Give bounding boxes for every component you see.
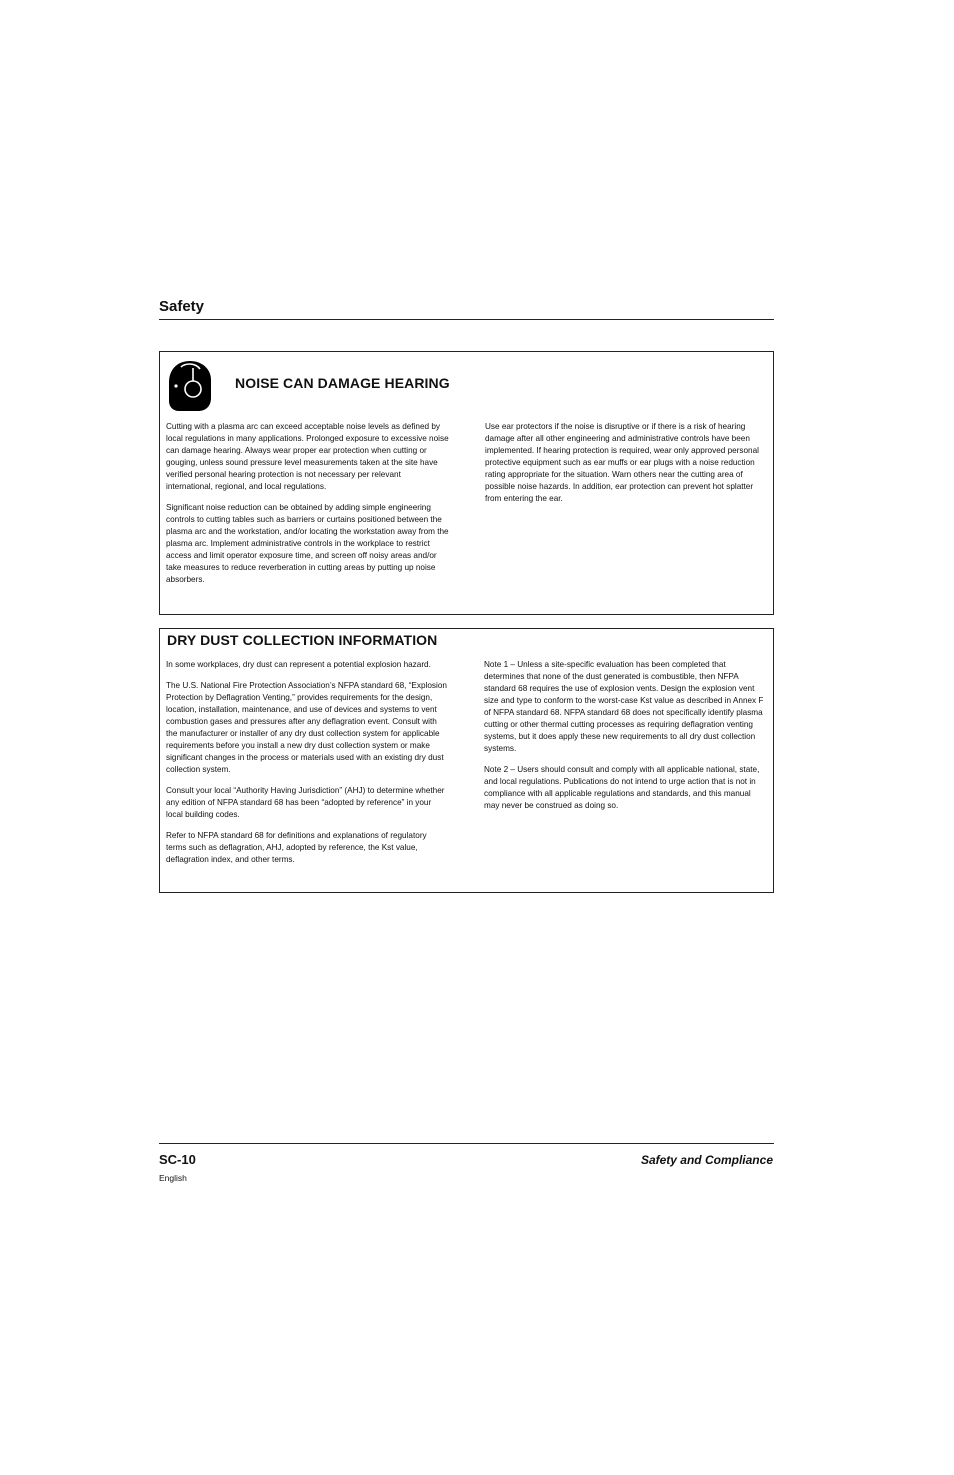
footer-section-title: Safety and Compliance <box>640 1153 773 1167</box>
noise-warning-box <box>159 351 774 615</box>
dust-paragraph: The U.S. National Fire Protection Association’s NFPA standard 68, “Explosion Protection by Deflagration Venting,” provides requirements for the design, location, installation, maintenance, and use of devices and systems to vent combustion gases and pressures after any deflagration event. Consult with the manufacturer or installer of any dry dust collection system for applicable requirements before you install a new dry dust collection system or make significant changes in the process or materials used with an existing dry dust collection system. <box>166 681 447 774</box>
noise-paragraph: Use ear protectors if the noise is disruptive or if there is a risk of hearing damage after all other engineering and administrative controls have been implemented. If hearing protection is required, wear only approved personal protective equipment such as ear muffs or ear plugs with a noise reduction rating appropriate for the situation. Warn others near the cutting area of possible noise hazards. In addition, ear protection can prevent hot splatter from entering the ear. <box>485 422 759 503</box>
page-number: SC-10 <box>159 1152 196 1167</box>
noise-left-column <box>166 421 449 595</box>
page-section-title: Safety <box>159 298 205 315</box>
noise-paragraph: Cutting with a plasma arc can exceed acceptable noise levels as defined by local regulations in many applications. Prolonged exposure to excessive noise can damage hearing. Always wear proper ear protection when cutting or gouging, unless sound pressure level measurements taken at the site have verified personal hearing protection is not necessary per relevant international, regional, and local regulations. <box>166 422 449 491</box>
header-divider <box>159 319 774 320</box>
dust-left-column <box>166 659 449 875</box>
hearing-protection-icon <box>168 360 212 412</box>
noise-warning-title: NOISE CAN DAMAGE HEARING <box>235 375 450 391</box>
dust-paragraph: Note 2 – Users should consult and comply with all applicable national, state, and local regulations. Publications do not intend to urge action that is not in compliance with all applicable regulations and standards, and this manual may never be construed as doing so. <box>484 765 760 810</box>
dust-paragraph: In some workplaces, dry dust can represent a potential explosion hazard. <box>166 660 431 669</box>
dust-right-column <box>484 659 767 821</box>
dust-paragraph: Refer to NFPA standard 68 for definitions and explanations of regulatory terms such as deflagration, AHJ, adopted by reference, the Kst value, deflagration index, and other terms. <box>166 831 427 864</box>
dust-collection-title: DRY DUST COLLECTION INFORMATION <box>167 632 438 648</box>
language-label: English <box>159 1173 187 1183</box>
dust-collection-box <box>159 628 774 893</box>
noise-right-column <box>485 421 768 514</box>
footer-divider <box>159 1143 774 1144</box>
dust-paragraph: Consult your local “Authority Having Jurisdiction” (AHJ) to determine whether any edition of NFPA standard 68 has been “adopted by reference” in your local building codes. <box>166 786 445 819</box>
noise-paragraph: Significant noise reduction can be obtained by adding simple engineering controls to cutting tables such as barriers or curtains positioned between the plasma arc and the workstation, and/or locating the workstation away from the plasma arc. Implement administrative controls in the workplace to restrict access and limit operator exposure time, and screen off noisy areas and/or take measures to reduce reverberation in cutting areas by putting up noise absorbers. <box>166 503 449 584</box>
dust-paragraph: Note 1 – Unless a site-specific evaluation has been completed that determines that none of the dust generated is combustible, then NFPA standard 68 requires the use of explosion vents. Design the explosion vent size and type to conform to the worst-case Kst value as described in Annex F of NFPA standard 68. NFPA standard 68 does not specifically identify plasma cutting or other thermal cutting processes as requiring deflagration venting systems, but it does apply these new requirements to all dry dust collection systems. <box>484 660 764 753</box>
